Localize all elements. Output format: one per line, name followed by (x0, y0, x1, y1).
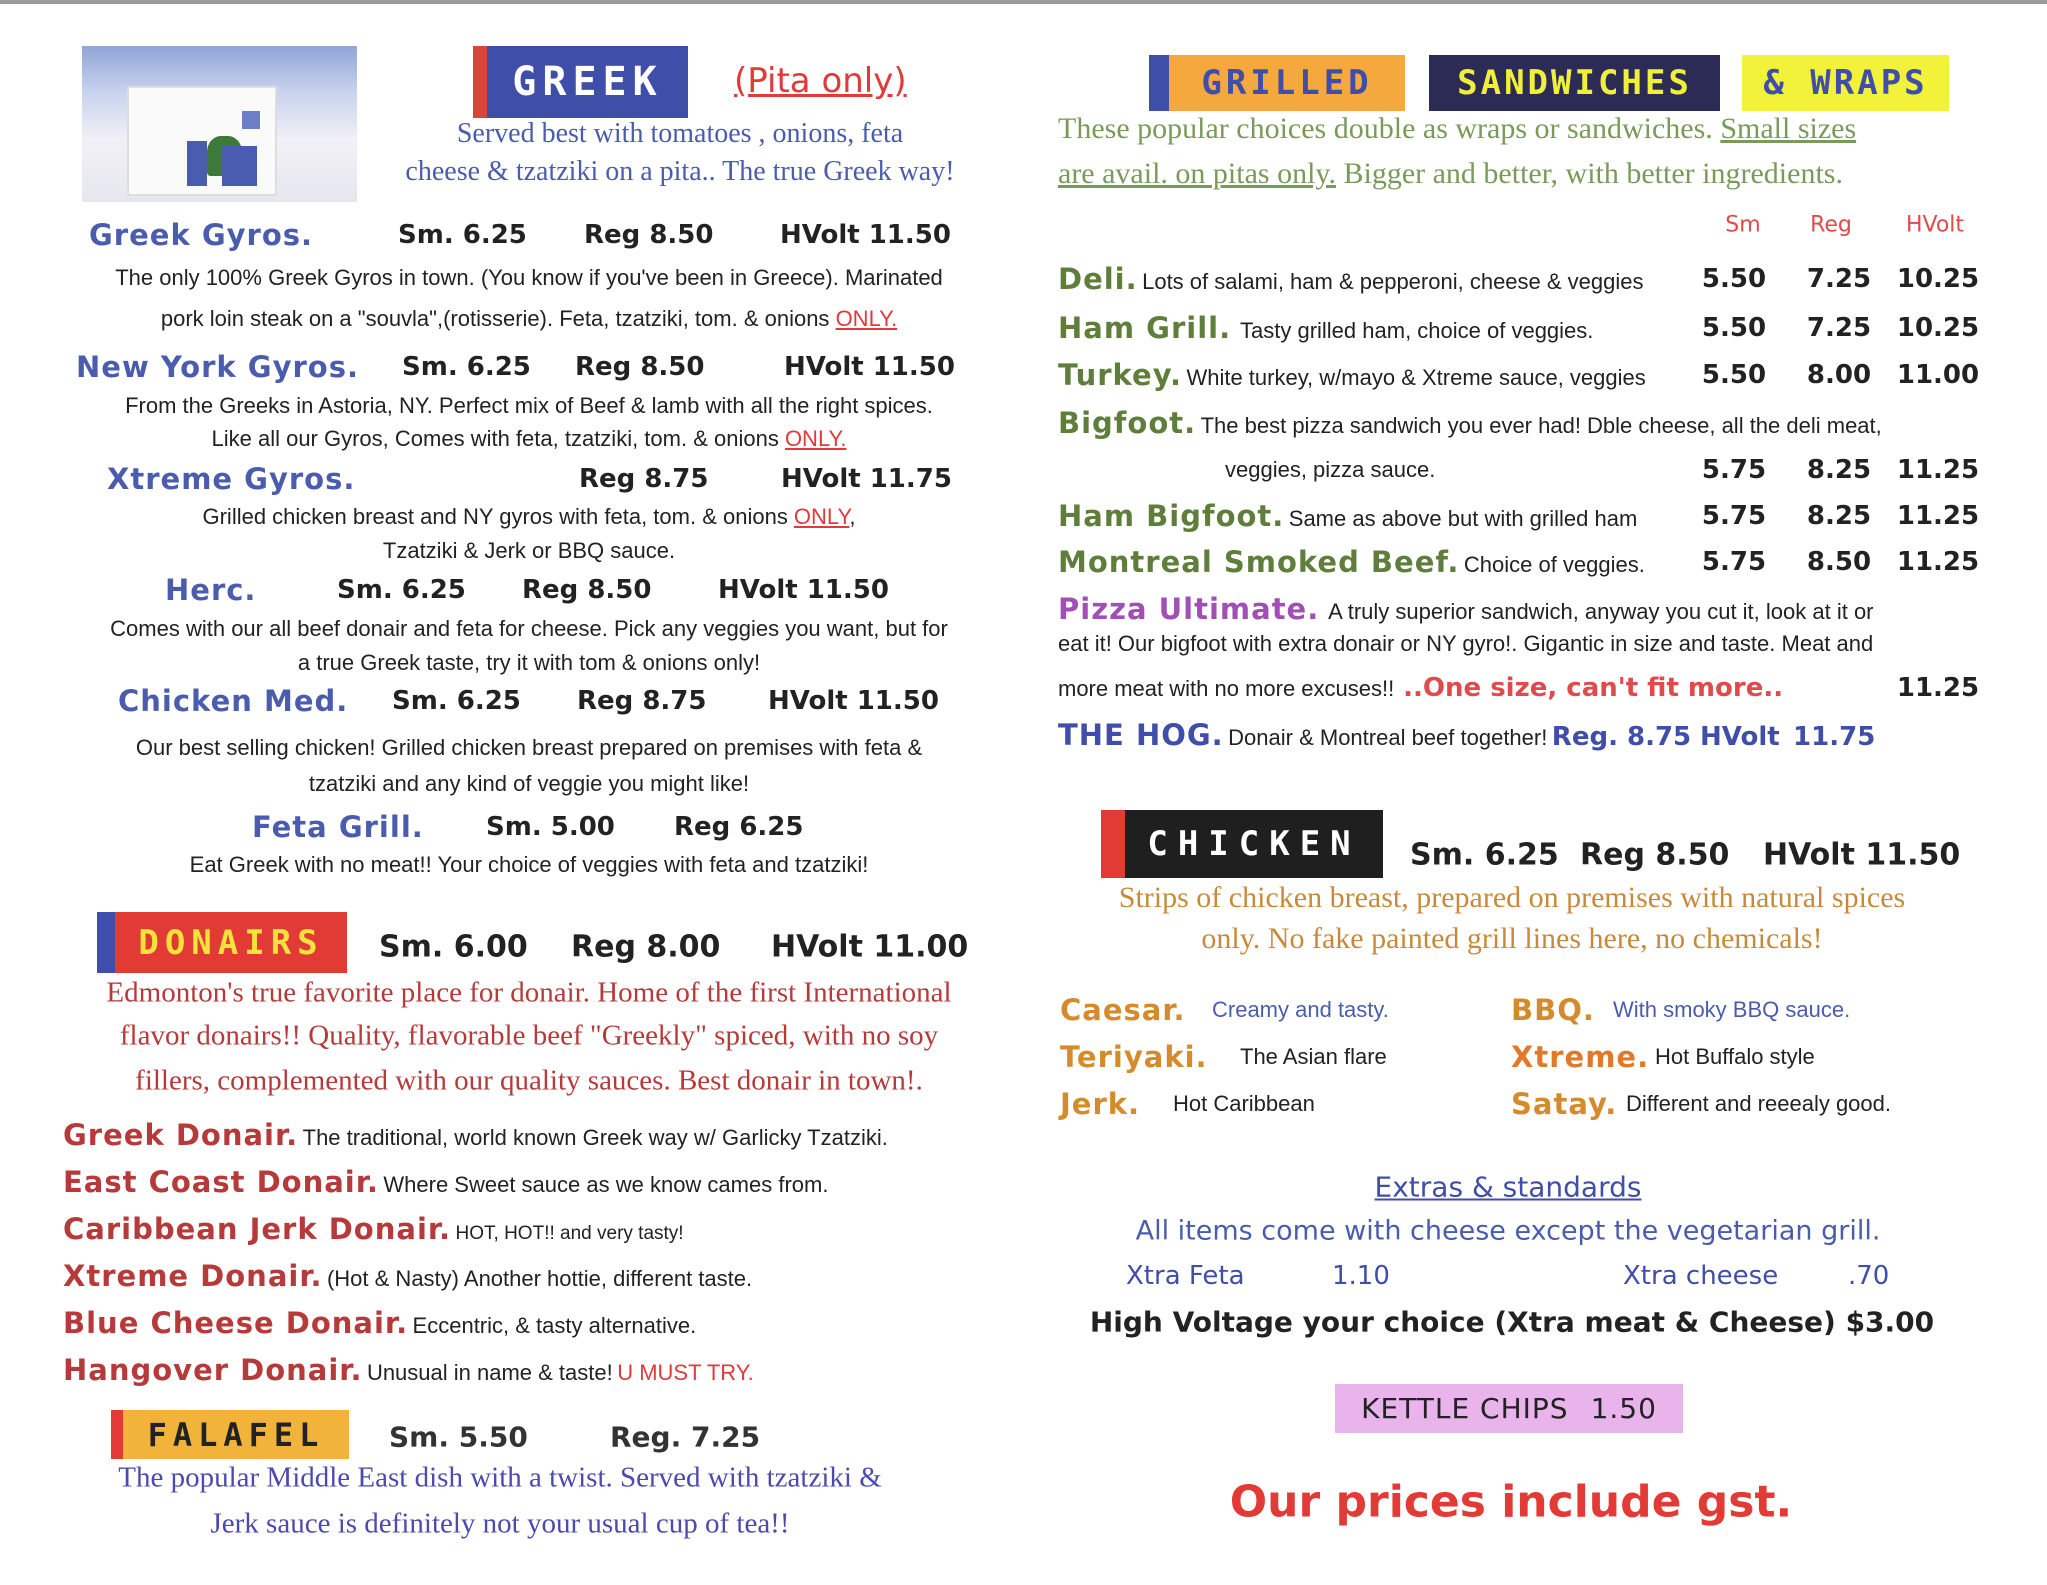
chicken-flavor: BBQ. (1511, 993, 1595, 1027)
item-desc: tzatziki and any kind of veggie you might like! (308, 771, 750, 796)
price-sm: Sm. 6.25 (1410, 837, 1559, 873)
price-reg: Reg 6.25 (674, 812, 804, 842)
page-edge (0, 0, 2047, 4)
price-hvolt: 10.25 (1896, 264, 1980, 294)
item-desc: From the Greeks in Astoria, NY. Perfect mix of Beef & lamb with all the right spices. (125, 393, 933, 418)
grilled-intro: are avail. on pitas only. Bigger and better, with better ingredients. (1058, 157, 1843, 190)
item-desc: a true Greek taste, try it with tom & onions only! (297, 650, 761, 675)
price-reg: 7.25 (1806, 264, 1872, 294)
xtra-feta-price: 1.10 (1332, 1261, 1390, 1291)
sandwich-item: Ham Grill. Tasty grilled ham, choice of veggies. (1058, 311, 1594, 345)
extras-note: All items come with cheese except the vegetarian grill. (1135, 1215, 1881, 1247)
flavor-desc: Hot Caribbean (1173, 1091, 1315, 1116)
price-reg: 8.50 (1806, 547, 1872, 577)
the-hog-item: THE HOG. Donair & Montreal beef together! Reg. 8.75 HVolt 11.75 (1058, 718, 1876, 752)
falafel-desc: The popular Middle East dish with a twist. Served with tzatziki & (118, 1461, 882, 1494)
chicken-intro: Strips of chicken breast, prepared on premises with natural spices (1118, 881, 1906, 914)
price-reg: Reg 8.75 (579, 464, 709, 494)
price-reg: Reg. 7.25 (610, 1420, 761, 1454)
xtra-feta: Xtra Feta (1126, 1261, 1245, 1291)
price-sm: Sm. 5.50 (389, 1420, 528, 1454)
greek-intro: Served best with tomatoes , onions, feta (456, 118, 904, 149)
price-single: 11.25 (1896, 673, 1980, 703)
price-sm: 5.75 (1701, 455, 1767, 485)
price-hvolt: 11.00 (1896, 360, 1980, 390)
item-desc: Our best selling chicken! Grilled chicken breast prepared on premises with feta & (135, 735, 923, 760)
item-desc: more meat with no more excuses!! ..One size, can't fit more.. (1058, 673, 1784, 703)
price-sm: Sm. 6.25 (398, 220, 527, 250)
chicken-intro: only. No fake painted grill lines here, no chemicals! (1201, 922, 1823, 955)
greek-house-photo (82, 46, 357, 202)
price-sm: 5.50 (1701, 264, 1767, 294)
col-header-sm: Sm (1725, 212, 1761, 238)
greek-header: GREEK (473, 46, 688, 118)
falafel-header: FALAFEL (111, 1410, 349, 1459)
item-name: Chicken Med. (118, 684, 349, 718)
donairs-header: DONAIRS (97, 912, 347, 973)
item-name: Herc. (165, 573, 257, 607)
item-desc: Tzatziki & Jerk or BBQ sauce. (382, 538, 676, 563)
donair-item: Caribbean Jerk Donair. HOT, HOT!! and very tasty! (63, 1212, 684, 1246)
item-desc: eat it! Our bigfoot with extra donair or NY gyro!. Gigantic in size and taste. Meat and (1058, 631, 1874, 656)
donairs-intro: Edmonton's true favorite place for donair. Home of the first International (106, 976, 952, 1009)
sandwich-item: Turkey. White turkey, w/mayo & Xtreme sauce, veggies (1058, 358, 1646, 392)
pita-only-note: (Pita only) (734, 61, 907, 101)
item-desc: The only 100% Greek Gyros in town. (You know if you've been in Greece). Marinated (115, 265, 943, 290)
price-hvolt: HVolt 11.50 (718, 575, 889, 605)
price-hvolt: 11.25 (1896, 501, 1980, 531)
flavor-desc: Hot Buffalo style (1655, 1044, 1815, 1069)
item-name: New York Gyros. (76, 350, 359, 384)
greek-intro: cheese & tzatziki on a pita.. The true Greek way! (405, 156, 955, 187)
price-reg: Reg 8.50 (1580, 837, 1730, 873)
price-sm: 5.75 (1701, 547, 1767, 577)
item-name: Xtreme Gyros. (107, 462, 356, 496)
grilled-header: GRILLED (1149, 55, 1405, 111)
price-sm: Sm. 6.25 (392, 686, 521, 716)
wraps-header: & WRAPS (1742, 55, 1949, 111)
price-reg: Reg 8.50 (522, 575, 652, 605)
falafel-desc: Jerk sauce is definitely not your usual cup of tea!! (210, 1507, 790, 1540)
sandwich-item: Deli. Lots of salami, ham & pepperoni, cheese & veggies (1058, 262, 1644, 296)
donair-item: Greek Donair. The traditional, world known Greek way w/ Garlicky Tzatziki. (63, 1118, 888, 1152)
item-desc: pork loin steak on a "souvla",(rotisserie). Feta, tzatziki, tom. & onions ONLY. (160, 306, 898, 331)
xtra-cheese-price: .70 (1848, 1261, 1890, 1291)
flavor-desc: Different and reeealy good. (1626, 1091, 1891, 1116)
sandwiches-header: SANDWICHES (1429, 55, 1720, 111)
price-reg: Reg 8.50 (575, 352, 705, 382)
price-sm: 5.75 (1701, 501, 1767, 531)
flavor-desc: Creamy and tasty. (1212, 997, 1389, 1022)
price-reg: Reg 8.00 (571, 929, 721, 965)
item-desc: Like all our Gyros, Comes with feta, tzatziki, tom. & onions ONLY. (211, 426, 847, 451)
donair-item: Blue Cheese Donair. Eccentric, & tasty alternative. (63, 1306, 697, 1340)
donair-item: Hangover Donair. Unusual in name & taste! U MUST TRY. (63, 1353, 754, 1387)
item-desc: Grilled chicken breast and NY gyros with feta, tom. & onions ONLY, (202, 504, 856, 529)
sandwich-item: Bigfoot. The best pizza sandwich you ever had! Dble cheese, all the deli meat, (1058, 406, 1882, 440)
price-sm: 5.50 (1701, 360, 1767, 390)
price-hvolt: HVolt 11.50 (1763, 837, 1961, 873)
chicken-flavor: Jerk. (1060, 1087, 1141, 1121)
price-sm: Sm. 6.00 (379, 929, 528, 965)
chicken-flavor: Xtreme. (1511, 1040, 1650, 1074)
price-sm: Sm. 6.25 (402, 352, 531, 382)
sandwich-item: Montreal Smoked Beef. Choice of veggies. (1058, 545, 1645, 579)
donairs-intro: fillers, complemented with our quality sauces. Best donair in town!. (135, 1064, 923, 1097)
price-reg: Reg 8.50 (584, 220, 714, 250)
price-hvolt: HVolt 11.00 (771, 929, 969, 965)
price-hvolt: HVolt 11.50 (768, 686, 939, 716)
price-reg: 8.25 (1806, 501, 1872, 531)
price-hvolt: 11.25 (1896, 547, 1980, 577)
price-reg: Reg 8.75 (577, 686, 707, 716)
item-desc: Eat Greek with no meat!! Your choice of veggies with feta and tzatziki! (189, 852, 869, 877)
price-reg: 8.00 (1806, 360, 1872, 390)
flavor-desc: The Asian flare (1240, 1044, 1387, 1069)
price-hvolt: HVolt 11.50 (784, 352, 955, 382)
gst-footer: Our prices include gst. (1229, 1476, 1793, 1528)
item-desc: Comes with our all beef donair and feta for cheese. Pick any veggies you want, but for (110, 616, 948, 641)
chicken-flavor: Teriyaki. (1060, 1040, 1208, 1074)
pizza-ultimate-item: Pizza Ultimate. A truly superior sandwich, anyway you cut it, look at it or (1058, 592, 1874, 626)
price-hvolt: HVolt 11.75 (781, 464, 952, 494)
item-name: Feta Grill. (252, 810, 424, 844)
kettle-chips: KETTLE CHIPS 1.50 (1335, 1384, 1683, 1433)
price-reg: 8.25 (1806, 455, 1872, 485)
donair-item: East Coast Donair. Where Sweet sauce as we know cames from. (63, 1165, 829, 1199)
extras-title: Extras & standards (1374, 1170, 1642, 1204)
donairs-intro: flavor donairs!! Quality, flavorable beef "Greekly" spiced, with no soy (119, 1019, 939, 1052)
chicken-header: CHICKEN (1101, 810, 1383, 878)
col-header-reg: Reg (1810, 212, 1852, 238)
flavor-desc: With smoky BBQ sauce. (1613, 997, 1851, 1022)
chicken-flavor: Satay. (1511, 1087, 1618, 1121)
item-name: Greek Gyros. (89, 218, 314, 252)
price-reg: 7.25 (1806, 313, 1872, 343)
chicken-flavor: Caesar. (1060, 993, 1186, 1027)
price-hvolt: 11.25 (1896, 455, 1980, 485)
grilled-intro: These popular choices double as wraps or sandwiches. Small sizes (1058, 112, 1857, 145)
high-voltage-extra: High Voltage your choice (Xtra meat & Cheese) $3.00 (1089, 1305, 1935, 1339)
col-header-hvolt: HVolt (1905, 212, 1965, 238)
price-sm: Sm. 5.00 (486, 812, 615, 842)
xtra-cheese: Xtra cheese (1623, 1261, 1779, 1291)
price-hvolt: 10.25 (1896, 313, 1980, 343)
price-hvolt: HVolt 11.50 (780, 220, 951, 250)
item-desc: veggies, pizza sauce. (1225, 457, 1436, 482)
donair-item: Xtreme Donair. (Hot & Nasty) Another hottie, different taste. (63, 1259, 753, 1293)
price-sm: 5.50 (1701, 313, 1767, 343)
sandwich-item: Ham Bigfoot. Same as above but with grilled ham (1058, 499, 1638, 533)
price-sm: Sm. 6.25 (337, 575, 466, 605)
